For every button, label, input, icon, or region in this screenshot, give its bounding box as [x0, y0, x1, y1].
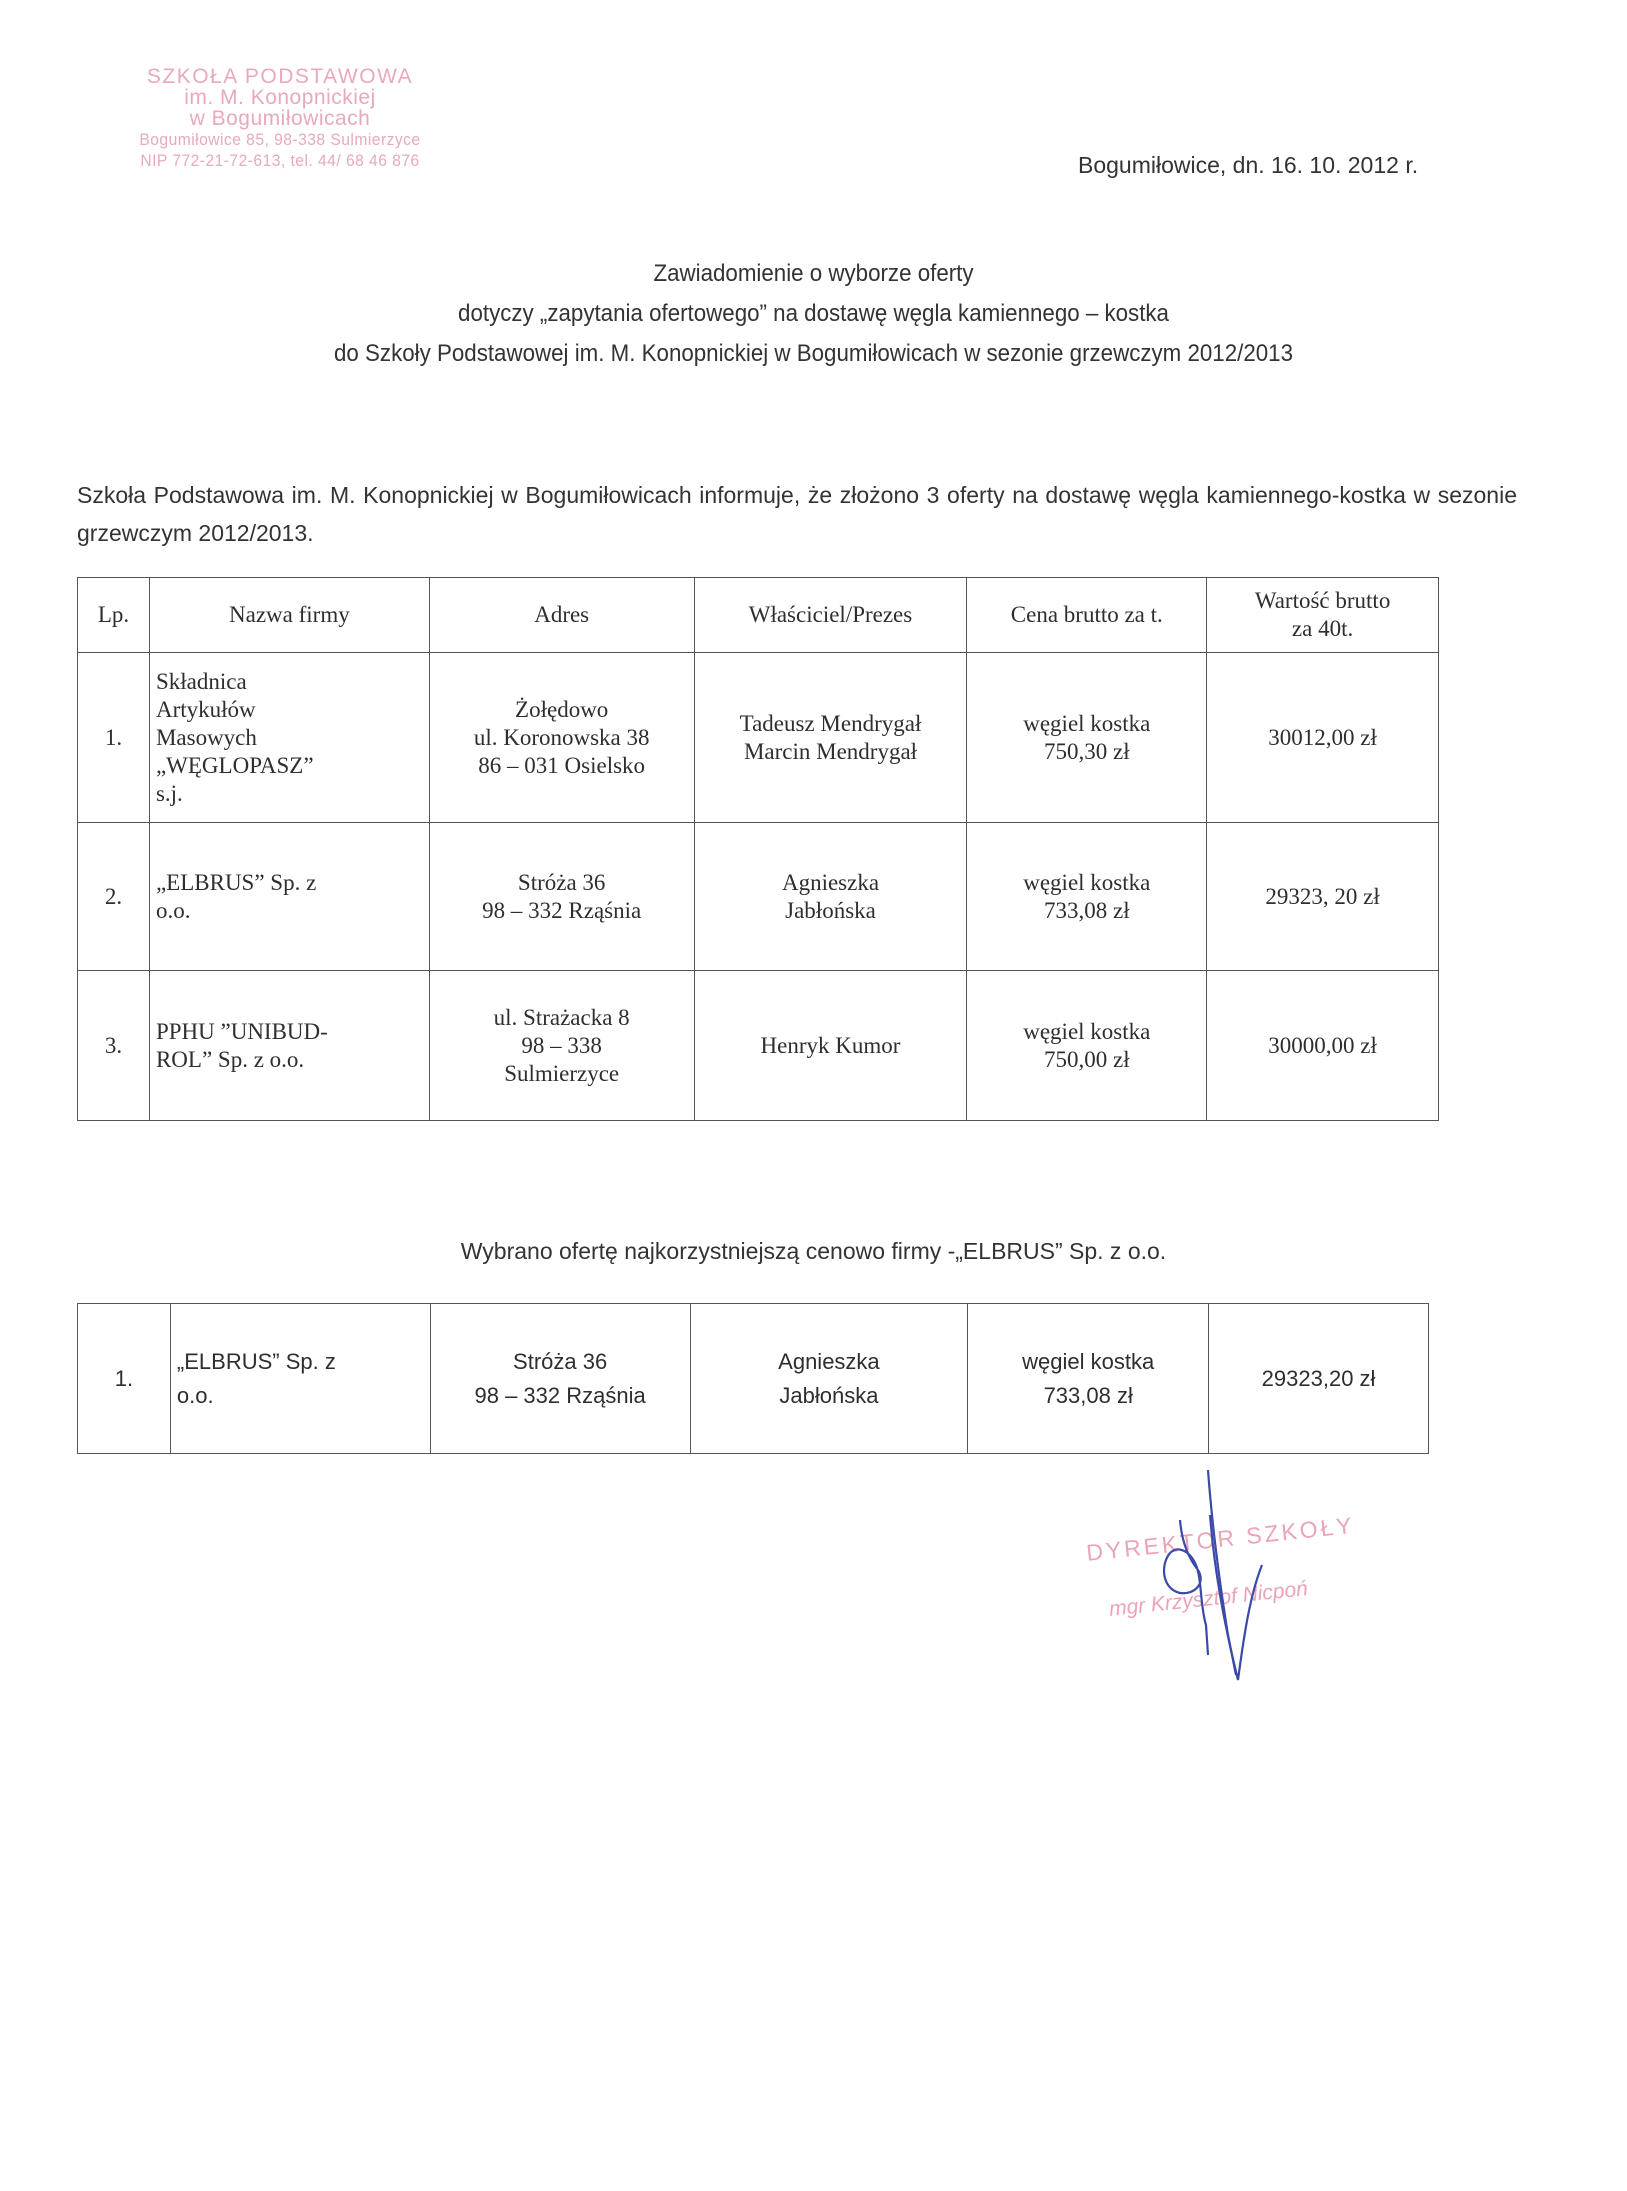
cell-line: Jabłońska — [785, 897, 876, 923]
cell-line: Marcin Mendrygał — [743, 738, 918, 764]
row-number: 3. — [78, 971, 150, 1121]
company-address — [429, 823, 694, 971]
cell-line: 86 – 031 Osielsko — [478, 752, 646, 778]
price-per-ton — [967, 823, 1207, 971]
total-value: 29323,20 zł — [1209, 1304, 1429, 1454]
company-address — [429, 653, 694, 823]
cell-line: węgiel kostka — [1023, 1018, 1151, 1044]
cell-line: Sulmierzyce — [504, 1060, 620, 1086]
column-header: Lp. — [78, 578, 150, 653]
document-date: Bogumiłowice, dn. 16. 10. 2012 r. — [1078, 152, 1419, 178]
cell-line: PPHU ”UNIBUD- — [155, 1018, 328, 1044]
cell-line: o.o. — [155, 897, 191, 923]
total-value: 30012,00 zł — [1207, 653, 1439, 823]
intro-paragraph: Szkoła Podstawowa im. M. Konopnickiej w Bogumiłowicach informuje, że złożono 3 oferty na dostawę węgla kamiennego-kostka w sezonie grzewczym 2012/2013. — [77, 482, 1517, 546]
table-row — [78, 971, 1439, 1121]
row-number: 1. — [78, 1304, 171, 1454]
cell-line: Tadeusz Mendrygał — [739, 710, 922, 736]
director-stamp-title: DYREKTOR SZKOŁY — [1085, 1511, 1356, 1566]
column-header: Nazwa firmy — [149, 578, 429, 653]
table-header-row — [78, 578, 1439, 653]
stamp-line: im. M. Konopnickiej — [184, 86, 376, 109]
document-heading — [0, 254, 1627, 374]
cell-line: ul. Koronowska 38 — [473, 724, 650, 750]
heading-title: Zawiadomienie o wyborze oferty — [653, 260, 974, 287]
cell-line: 733,08 zł — [1043, 1382, 1133, 1408]
company-owner — [694, 653, 967, 823]
column-header — [1207, 578, 1439, 653]
director-stamp-name: mgr Krzysztof Nicpoń — [1108, 1577, 1309, 1621]
signature-stroke — [1208, 1470, 1236, 1675]
cell-line: 98 – 332 Rząśnia — [482, 897, 642, 923]
row-number: 2. — [78, 823, 150, 971]
table-row — [78, 823, 1439, 971]
company-name — [170, 1304, 430, 1454]
column-header: Właściciel/Prezes — [694, 578, 967, 653]
stamp-line: SZKOŁA PODSTAWOWA — [146, 65, 414, 88]
school-stamp — [70, 66, 490, 171]
company-address — [429, 971, 694, 1121]
signature-image — [1150, 1465, 1310, 1695]
column-header-line: Wartość brutto — [1254, 588, 1391, 613]
cell-line: 98 – 332 Rząśnia — [474, 1382, 646, 1408]
cell-line: ul. Strażacka 8 — [493, 1004, 630, 1030]
cell-line: ROL” Sp. z o.o. — [155, 1046, 305, 1072]
company-owner — [694, 823, 967, 971]
cell-line: o.o. — [176, 1382, 214, 1408]
cell-line: Artykułów — [155, 696, 256, 722]
cell-line: Jabłońska — [779, 1382, 879, 1408]
company-owner — [690, 1304, 968, 1454]
cell-line: 750,30 zł — [1043, 738, 1130, 764]
cell-line: Agnieszka — [778, 1348, 880, 1374]
cell-line: Henryk Kumor — [760, 1032, 901, 1058]
company-name — [149, 653, 429, 823]
table-row — [78, 1304, 1429, 1454]
table-row — [78, 653, 1439, 823]
cell-line: węgiel kostka — [1023, 869, 1151, 895]
column-header: Adres — [429, 578, 694, 653]
cell-line: 750,00 zł — [1043, 1046, 1130, 1072]
cell-line: węgiel kostka — [1022, 1348, 1155, 1374]
company-address — [430, 1304, 690, 1454]
cell-line: „ELBRUS” Sp. z — [155, 869, 317, 895]
price-per-ton — [967, 653, 1207, 823]
total-value: 29323, 20 zł — [1207, 823, 1439, 971]
company-name — [149, 971, 429, 1121]
price-per-ton — [968, 1304, 1209, 1454]
cell-line: 733,08 zł — [1043, 897, 1130, 923]
heading-subject: do Szkoły Podstawowej im. M. Konopnickiej w Bogumiłowicach w sezonie grzewczym 2012/2013 — [334, 340, 1293, 367]
row-number: 1. — [78, 653, 150, 823]
heading-subject: dotyczy „zapytania ofertowego” na dostawę węgla kamiennego – kostka — [458, 300, 1169, 327]
total-value: 30000,00 zł — [1207, 971, 1439, 1121]
signature-stroke — [1164, 1520, 1208, 1655]
cell-line: Składnica — [155, 668, 247, 694]
price-per-ton — [967, 971, 1207, 1121]
company-owner — [694, 971, 967, 1121]
selected-offer-table — [77, 1303, 1429, 1454]
company-name — [149, 823, 429, 971]
cell-line: 98 – 338 — [521, 1032, 602, 1058]
column-header: Cena brutto za t. — [967, 578, 1207, 653]
stamp-line: w Bogumiłowicach — [189, 107, 371, 130]
cell-line: „WĘGLOPASZ” — [155, 752, 314, 778]
cell-line: węgiel kostka — [1023, 710, 1151, 736]
stamp-line: Bogumiłowice 85, 98-338 Sulmierzyce — [139, 130, 421, 149]
cell-line: Stróża 36 — [517, 869, 606, 895]
cell-line: Stróża 36 — [513, 1348, 608, 1374]
signature-stroke — [1210, 1515, 1262, 1680]
selected-offer-note: Wybrano ofertę najkorzystniejszą cenowo firmy -„ELBRUS” Sp. z o.o. — [460, 1238, 1167, 1264]
offers-table — [77, 577, 1439, 1121]
cell-line: Masowych — [155, 724, 257, 750]
stamp-line: NIP 772-21-72-613, tel. 44/ 68 46 876 — [140, 151, 420, 170]
cell-line: s.j. — [155, 780, 183, 806]
column-header-line: za 40t. — [1291, 616, 1354, 641]
cell-line: „ELBRUS” Sp. z — [176, 1348, 336, 1374]
cell-line: Agnieszka — [781, 869, 880, 895]
cell-line: Żołędowo — [515, 696, 609, 722]
